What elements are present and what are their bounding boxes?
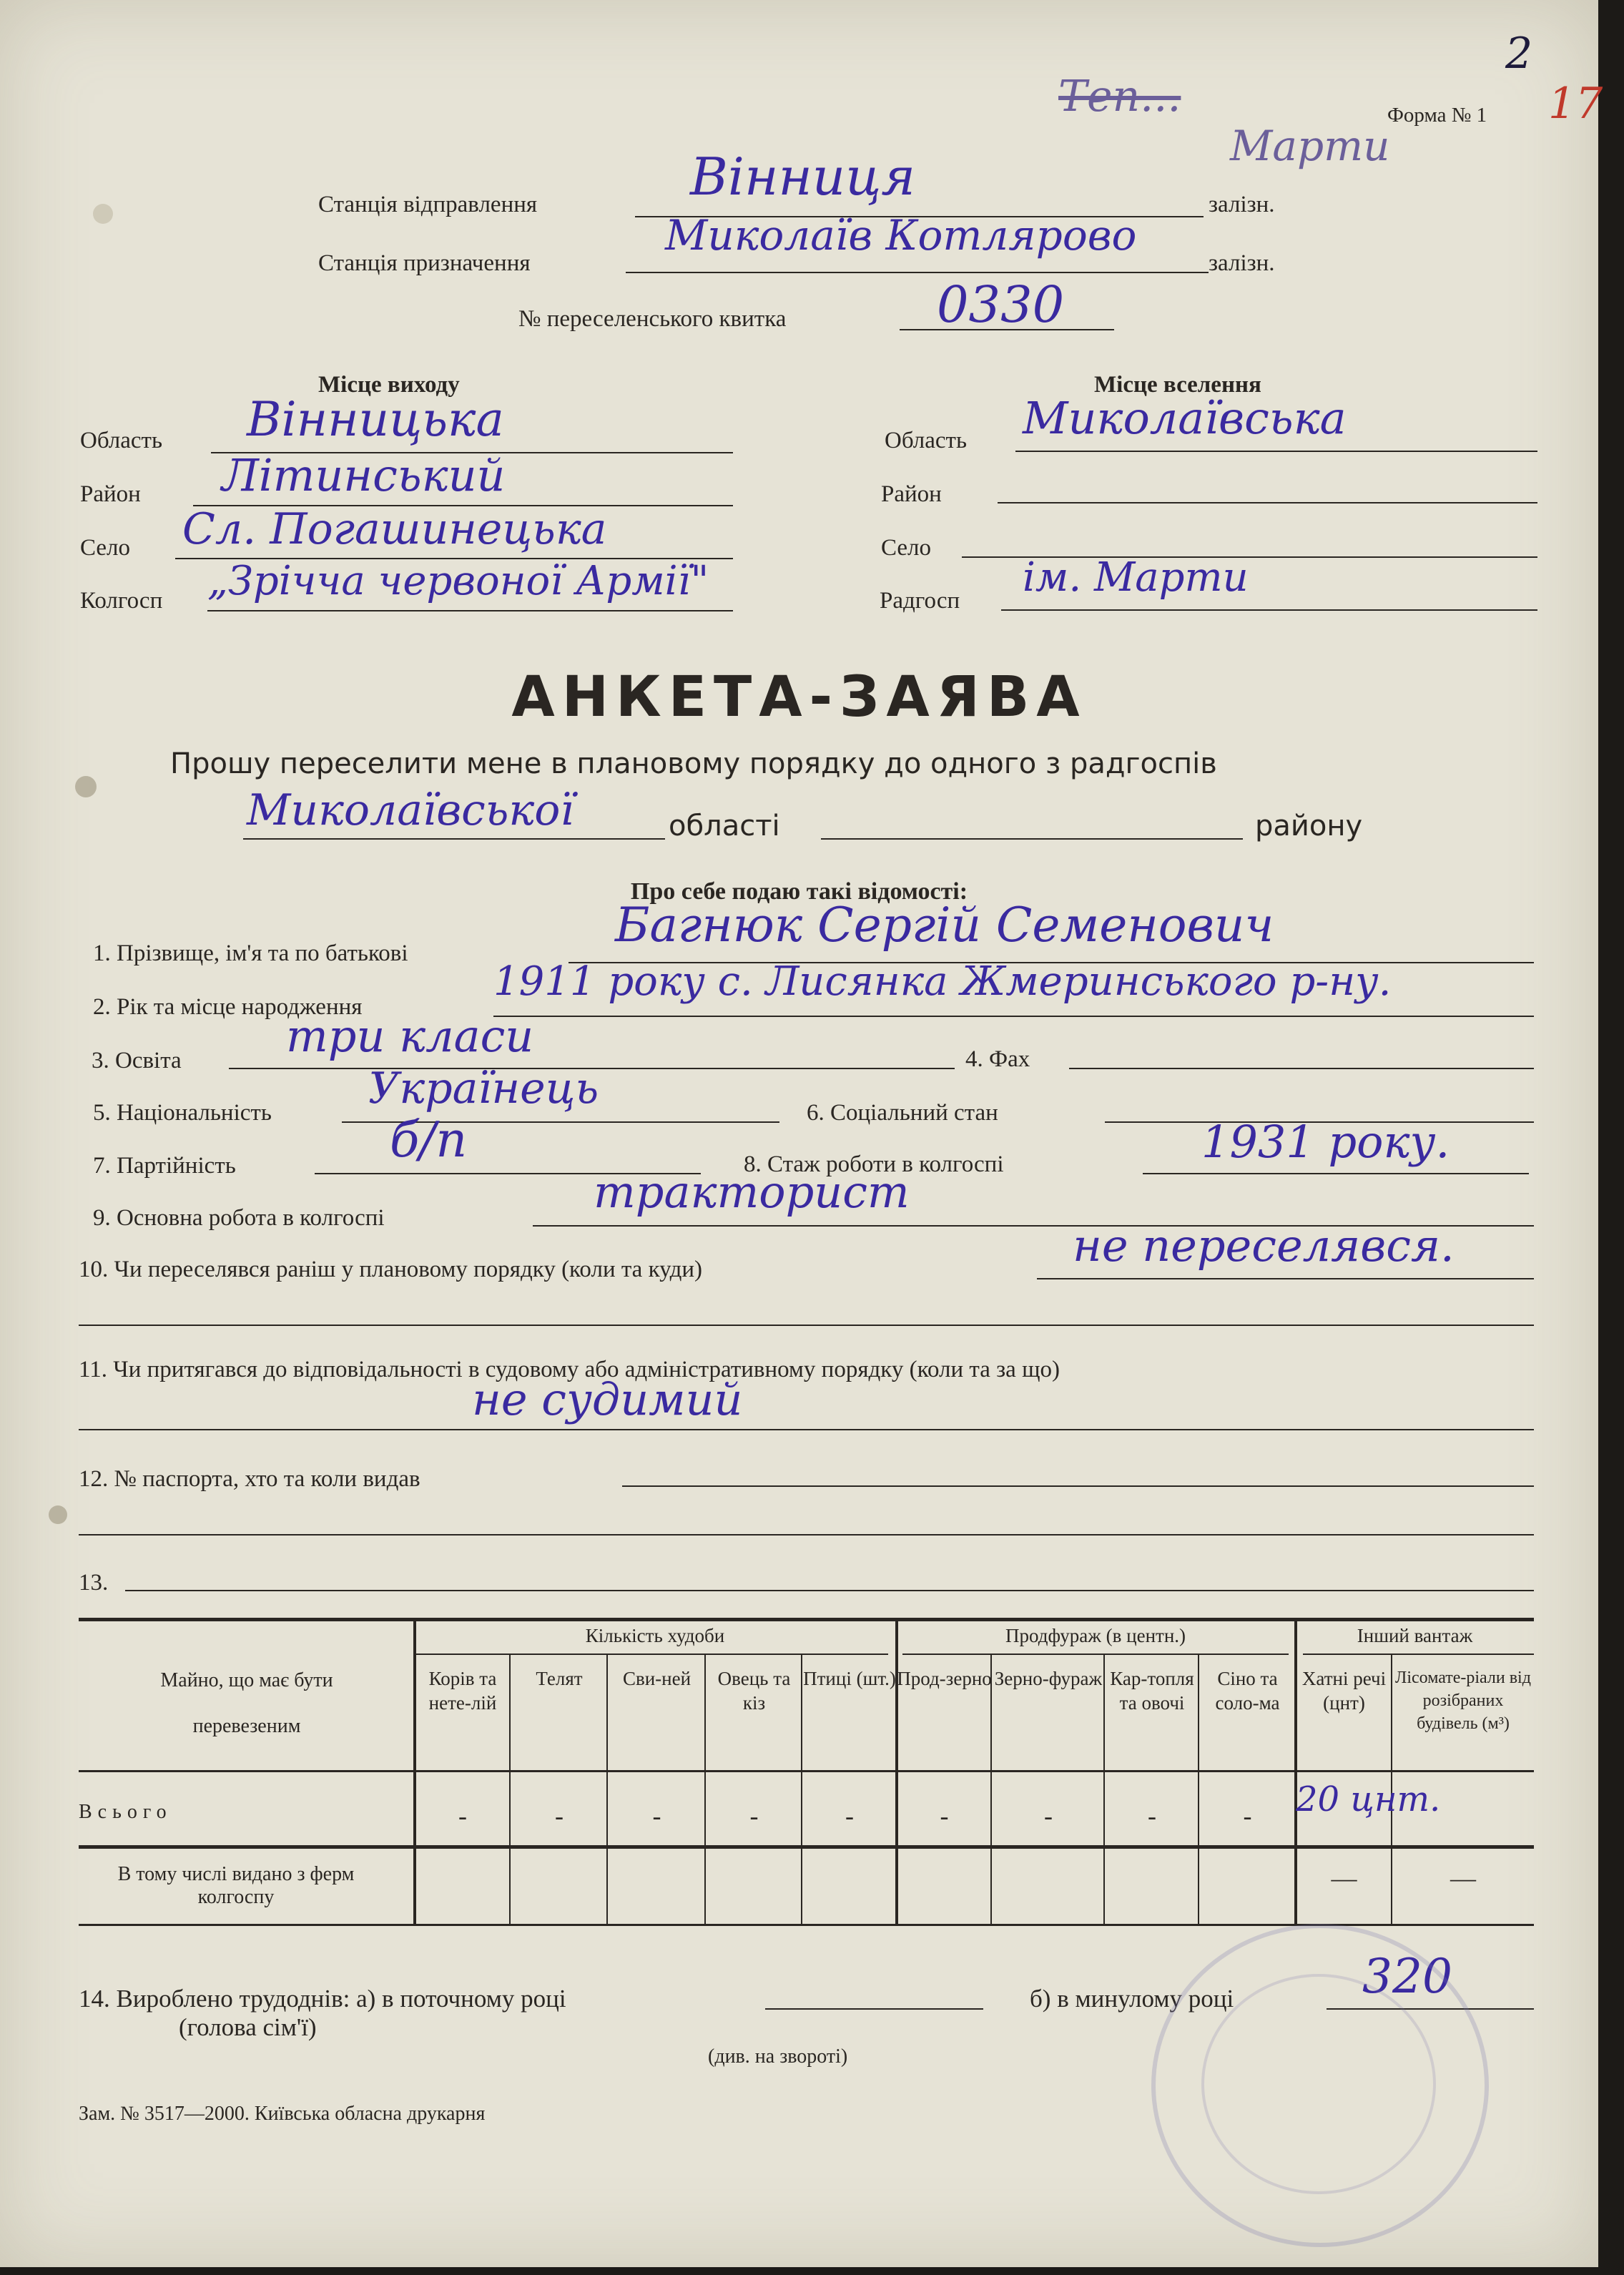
q10-label: 10. Чи переселявся раніш у плановому порядку (коли та куди) <box>79 1257 703 1282</box>
departure-station-suffix: залізн. <box>1209 192 1275 217</box>
q2-value: 1911 року с. Лисянка Жмеринського р-ну. <box>493 958 1392 1005</box>
column-header: Зерно-фураж <box>994 1668 1103 1689</box>
table-cell: - <box>845 1802 854 1830</box>
column-header: Корів та нете-лій <box>428 1668 497 1714</box>
punch-hole <box>49 1505 67 1524</box>
ticket-value: 0330 <box>937 275 1065 334</box>
q3-label: 3. Освіта <box>92 1048 182 1073</box>
group-feed: Продфураж (в центн.) <box>1005 1625 1186 1646</box>
q6-label: 6. Соціальний стан <box>807 1100 998 1126</box>
table-cell: 20 цнт. <box>1296 1779 1441 1819</box>
row-label-total: Всього <box>79 1801 172 1823</box>
origin-rayon-label: Район <box>80 481 141 507</box>
column-header: Хатні речі (цнт) <box>1301 1668 1387 1714</box>
destination-title: Місце вселення <box>1094 372 1261 398</box>
column-header: Сіно та соло-ма <box>1215 1668 1280 1714</box>
departure-station-label: Станція відправлення <box>318 192 538 217</box>
q5-value: Українець <box>368 1063 599 1114</box>
table-cell: - <box>940 1802 949 1830</box>
q11-value: не судимий <box>472 1373 743 1425</box>
q9-label: 9. Основна робота в колгоспі <box>93 1205 385 1231</box>
page-title: АНКЕТА-ЗАЯВА <box>511 665 1087 729</box>
table-cell: — <box>1331 1864 1357 1892</box>
q7-label: 7. Партійність <box>93 1153 236 1179</box>
punch-hole <box>75 776 97 797</box>
table-cell: - <box>749 1802 759 1830</box>
destination-radhosp: ім. Марти <box>1023 554 1249 601</box>
request-line: Прошу переселити мене в плановому порядку до одного з радгоспів <box>170 747 1217 780</box>
oblast-word: області <box>669 810 780 842</box>
origin-rayon: Літинський <box>222 449 506 501</box>
row-label-from-farms: В тому числі видано з ферм колгоспу <box>117 1863 355 1908</box>
q8-label: 8. Стаж роботи в колгоспі <box>744 1151 1004 1177</box>
q7-value: б/п <box>390 1112 468 1169</box>
column-header: Птиці (шт.) <box>803 1668 896 1689</box>
column-header: Овець та кіз <box>717 1668 791 1714</box>
table-cell: - <box>1148 1802 1156 1830</box>
destination-station-value: Миколаїв Котлярово <box>665 211 1137 260</box>
group-other: Інший вантаж <box>1357 1625 1473 1646</box>
corner-mark: 17 <box>1548 79 1603 129</box>
q14-label: 14. Вироблено трудоднів: а) в поточному році <box>79 1985 566 2013</box>
origin-selo: Сл. Погашинецька <box>182 504 607 554</box>
q4-label: 4. Фах <box>965 1046 1030 1072</box>
table-cell: - <box>1044 1802 1053 1830</box>
column-header: Телят <box>536 1668 583 1689</box>
q8-value: 1931 року. <box>1201 1116 1450 1168</box>
column-header: Лісомате-ріали від розібраних будівель (м³) <box>1395 1669 1531 1733</box>
destination-rayon-label: Район <box>881 481 942 507</box>
see-reverse: (див. на звороті) <box>708 2045 848 2068</box>
table-cell: - <box>555 1802 564 1830</box>
destination-oblast: Миколаївська <box>1023 392 1347 444</box>
info-header: Про себе подаю такі відомості: <box>630 878 968 905</box>
q9-value: тракторист <box>594 1166 910 1218</box>
printer-note: Зам. № 3517—2000. Київська обласна друкарня <box>79 2103 486 2125</box>
q1-value: Багнюк Сергій Семенович <box>615 898 1274 953</box>
q10-value: не переселявся. <box>1073 1219 1455 1272</box>
request-oblast-value: Миколаївської <box>247 785 574 835</box>
round-stamp-inner <box>1201 1974 1436 2194</box>
q14-previous-value: 320 <box>1362 1949 1452 2004</box>
group-livestock: Кількість худоби <box>585 1625 725 1646</box>
q5-label: 5. Національність <box>93 1100 272 1126</box>
corner-number: 2 <box>1505 29 1533 79</box>
destination-selo-label: Село <box>881 535 932 561</box>
destination-station-label: Станція призначення <box>318 250 531 276</box>
table-cell: - <box>458 1802 467 1830</box>
form-number: Форма № 1 <box>1387 104 1487 127</box>
origin-selo-label: Село <box>80 535 131 561</box>
departure-station-value: Вінниця <box>690 147 916 207</box>
q12-label: 12. № паспорта, хто та коли видав <box>79 1466 420 1492</box>
q14-previous-label: б) в минулому році <box>1030 1985 1234 2013</box>
property-header: Майно, що має бути перевезеним <box>160 1669 333 1737</box>
origin-oblast: Вінницька <box>247 392 504 447</box>
q2-label: 2. Рік та місце народження <box>93 994 363 1020</box>
column-header: Кар-топля та овочі <box>1110 1668 1194 1714</box>
punch-hole <box>93 204 113 224</box>
column-header: Прод-зерно <box>897 1668 992 1689</box>
header-note-struck: Теп... <box>1058 72 1181 122</box>
ticket-label: № переселенського квитка <box>518 306 787 332</box>
origin-kolhosp-label: Колгосп <box>80 588 163 614</box>
table-cell: - <box>652 1802 661 1830</box>
origin-title: Місце виходу <box>318 372 460 398</box>
rayon-word: району <box>1255 810 1363 842</box>
column-header: Сви-ней <box>622 1668 692 1689</box>
q14-sublabel: (голова сім'ї) <box>179 2013 317 2041</box>
destination-station-suffix: залізн. <box>1209 250 1275 276</box>
q1-label: 1. Прізвище, ім'я та по батькові <box>93 940 408 966</box>
table-cell: - <box>1243 1802 1252 1830</box>
origin-oblast-label: Область <box>80 428 163 453</box>
q11-label: 11. Чи притягався до відповідальності в судовому або адміністративному порядку (коли та за що) <box>79 1357 1060 1382</box>
origin-kolhosp: „Зрічча червоної Армії" <box>207 558 709 604</box>
q13-label: 13. <box>79 1570 109 1596</box>
destination-radhosp-label: Радгосп <box>880 588 960 614</box>
header-note: Марти <box>1230 122 1390 170</box>
table-cell: — <box>1450 1864 1476 1892</box>
destination-oblast-label: Область <box>885 428 968 453</box>
q3-value: три класи <box>286 1010 534 1062</box>
